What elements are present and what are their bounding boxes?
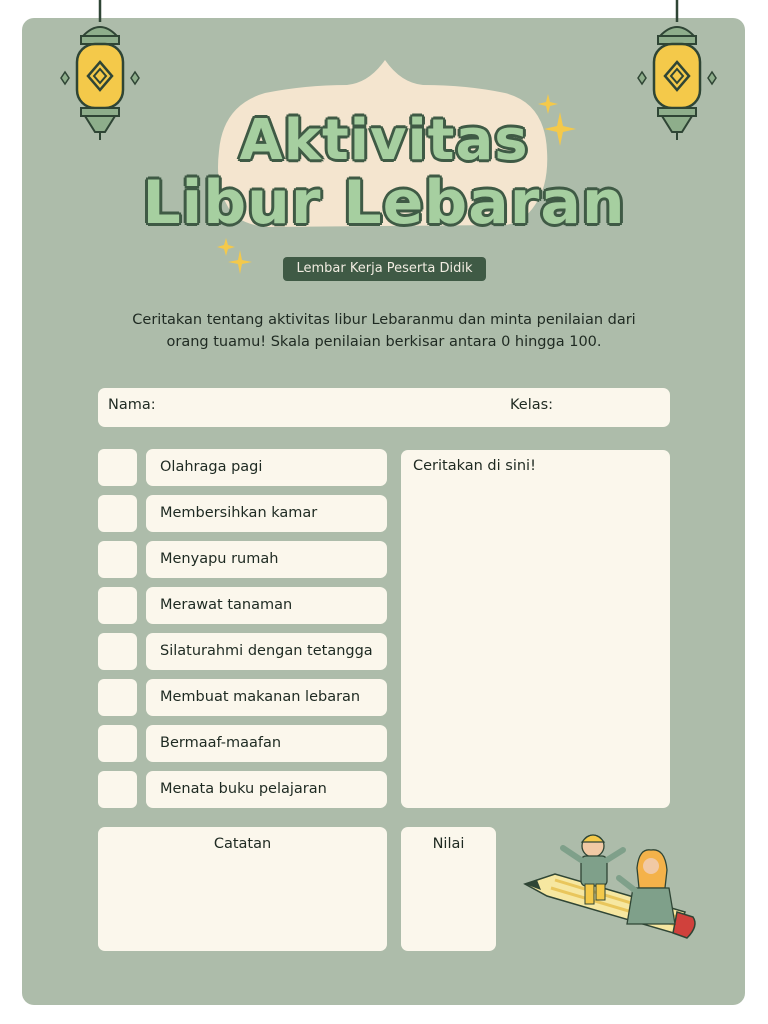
activity-checkbox[interactable] [98, 771, 137, 808]
activity-checkbox[interactable] [98, 633, 137, 670]
name-label: Nama: [108, 397, 156, 413]
children-on-pencil-illustration [515, 822, 705, 947]
sparkle-icon [216, 238, 254, 280]
list-item: Membersihkan kamar [146, 495, 387, 532]
list-item: Menata buku pelajaran [146, 771, 387, 808]
title-line-2: Libur Lebaran [142, 168, 626, 238]
score-label: Nilai [432, 836, 465, 852]
story-placeholder: Ceritakan di sini! [413, 458, 536, 474]
activity-checkbox[interactable] [98, 449, 137, 486]
list-item: Menyapu rumah [146, 541, 387, 578]
activity-checkbox[interactable] [98, 725, 137, 762]
class-label: Kelas: [510, 397, 554, 413]
list-item: Silaturahmi dengan tetangga [146, 633, 387, 670]
activity-checkbox[interactable] [98, 587, 137, 624]
list-item: Bermaaf-maafan [146, 725, 387, 762]
story-box[interactable] [401, 450, 670, 808]
activity-checkbox[interactable] [98, 679, 137, 716]
instructions-text: Ceritakan tentang aktivitas libur Lebaranmu dan minta penilaian dari orang tuamu! Skala penilaian berkisar antara 0 hingga 100. [132, 312, 636, 350]
notes-label: Catatan [213, 836, 272, 852]
list-item: Olahraga pagi [146, 449, 387, 486]
subtitle-tag: Lembar Kerja Peserta Didik [283, 257, 486, 281]
list-item: Membuat makanan lebaran [146, 679, 387, 716]
name-class-field[interactable] [98, 388, 670, 427]
activity-checkbox[interactable] [98, 541, 137, 578]
sparkle-icon [536, 94, 580, 160]
activity-checkbox[interactable] [98, 495, 137, 532]
list-item: Merawat tanaman [146, 587, 387, 624]
title-line-1: Aktivitas [239, 108, 529, 173]
